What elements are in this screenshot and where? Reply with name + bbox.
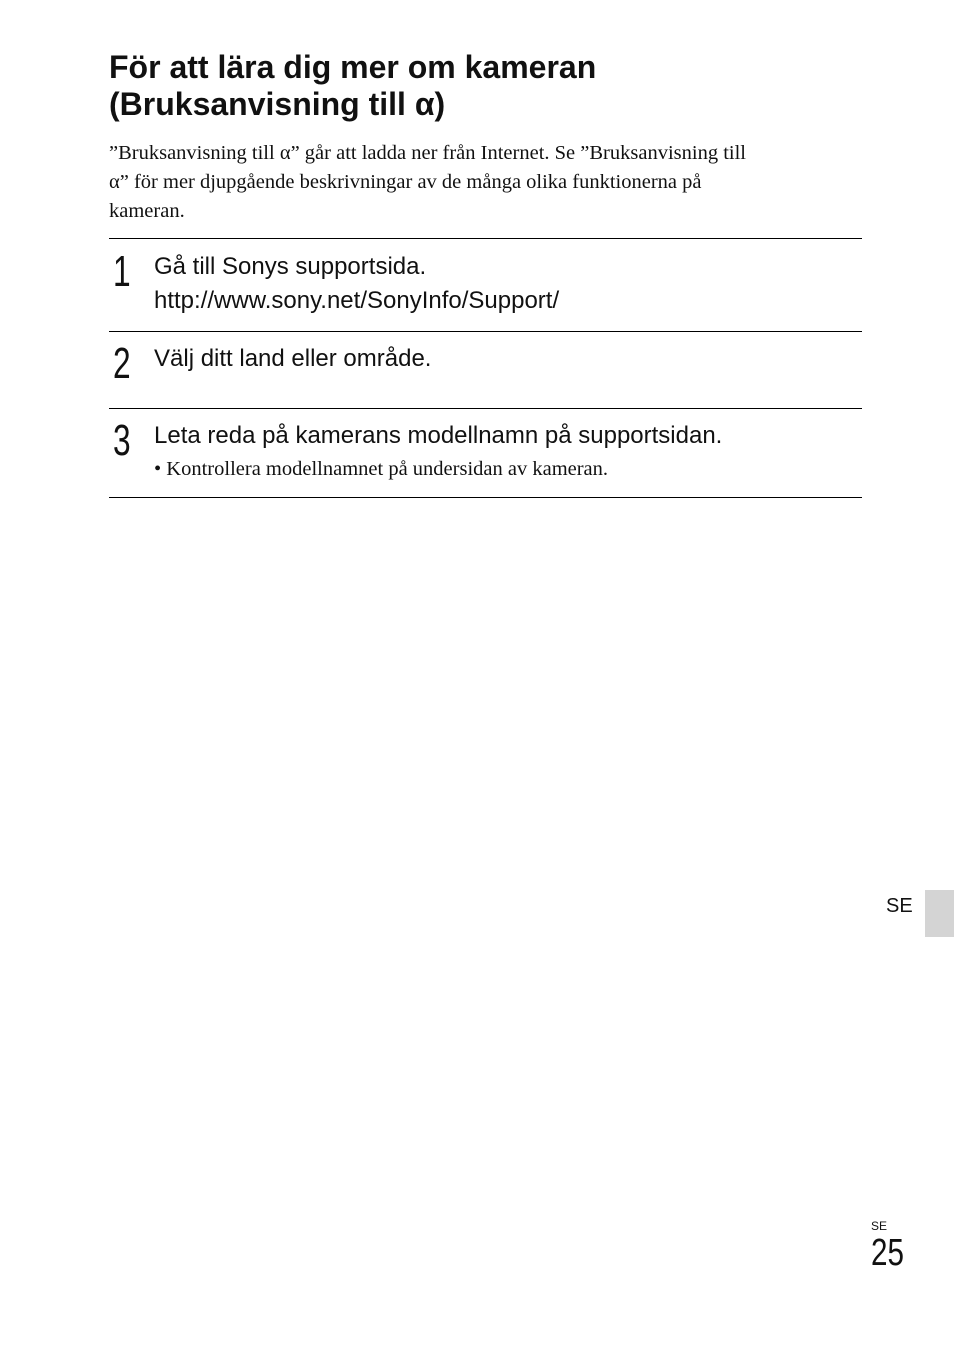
title-line-2: (Bruksanvisning till α): [109, 86, 446, 122]
step-note: • Kontrollera modellnamnet på undersidan av kameran.: [154, 458, 609, 480]
page-title: [109, 49, 869, 123]
support-url-link[interactable]: http://www.sony.net/SonyInfo/Support/: [154, 287, 560, 314]
step-number: 2: [113, 339, 131, 388]
title-line-1: För att lära dig mer om kameran: [109, 49, 597, 85]
step-text: Välj ditt land eller område.: [154, 345, 432, 372]
divider: [109, 408, 862, 409]
step-text: Leta reda på kamerans modellnamn på supportsidan.: [154, 422, 723, 449]
language-tab-marker: [925, 890, 954, 937]
intro-line-3: kameran.: [109, 200, 185, 222]
footer-language: SE: [871, 1219, 888, 1233]
step-text: Gå till Sonys supportsida.: [154, 253, 427, 280]
intro-paragraph: [109, 139, 869, 226]
step-number: 3: [113, 416, 131, 465]
divider-top: [109, 238, 862, 239]
step-number: 1: [113, 247, 131, 296]
divider: [109, 331, 862, 332]
divider-bottom: [109, 497, 862, 498]
language-label: SE: [886, 895, 913, 917]
intro-line-2: α” för mer djupgående beskrivningar av de många olika funktionerna på: [109, 171, 702, 193]
page-number: 25: [871, 1232, 904, 1274]
intro-line-1: ”Bruksanvisning till α” går att ladda ner från Internet. Se ”Bruksanvisning till: [109, 142, 746, 164]
